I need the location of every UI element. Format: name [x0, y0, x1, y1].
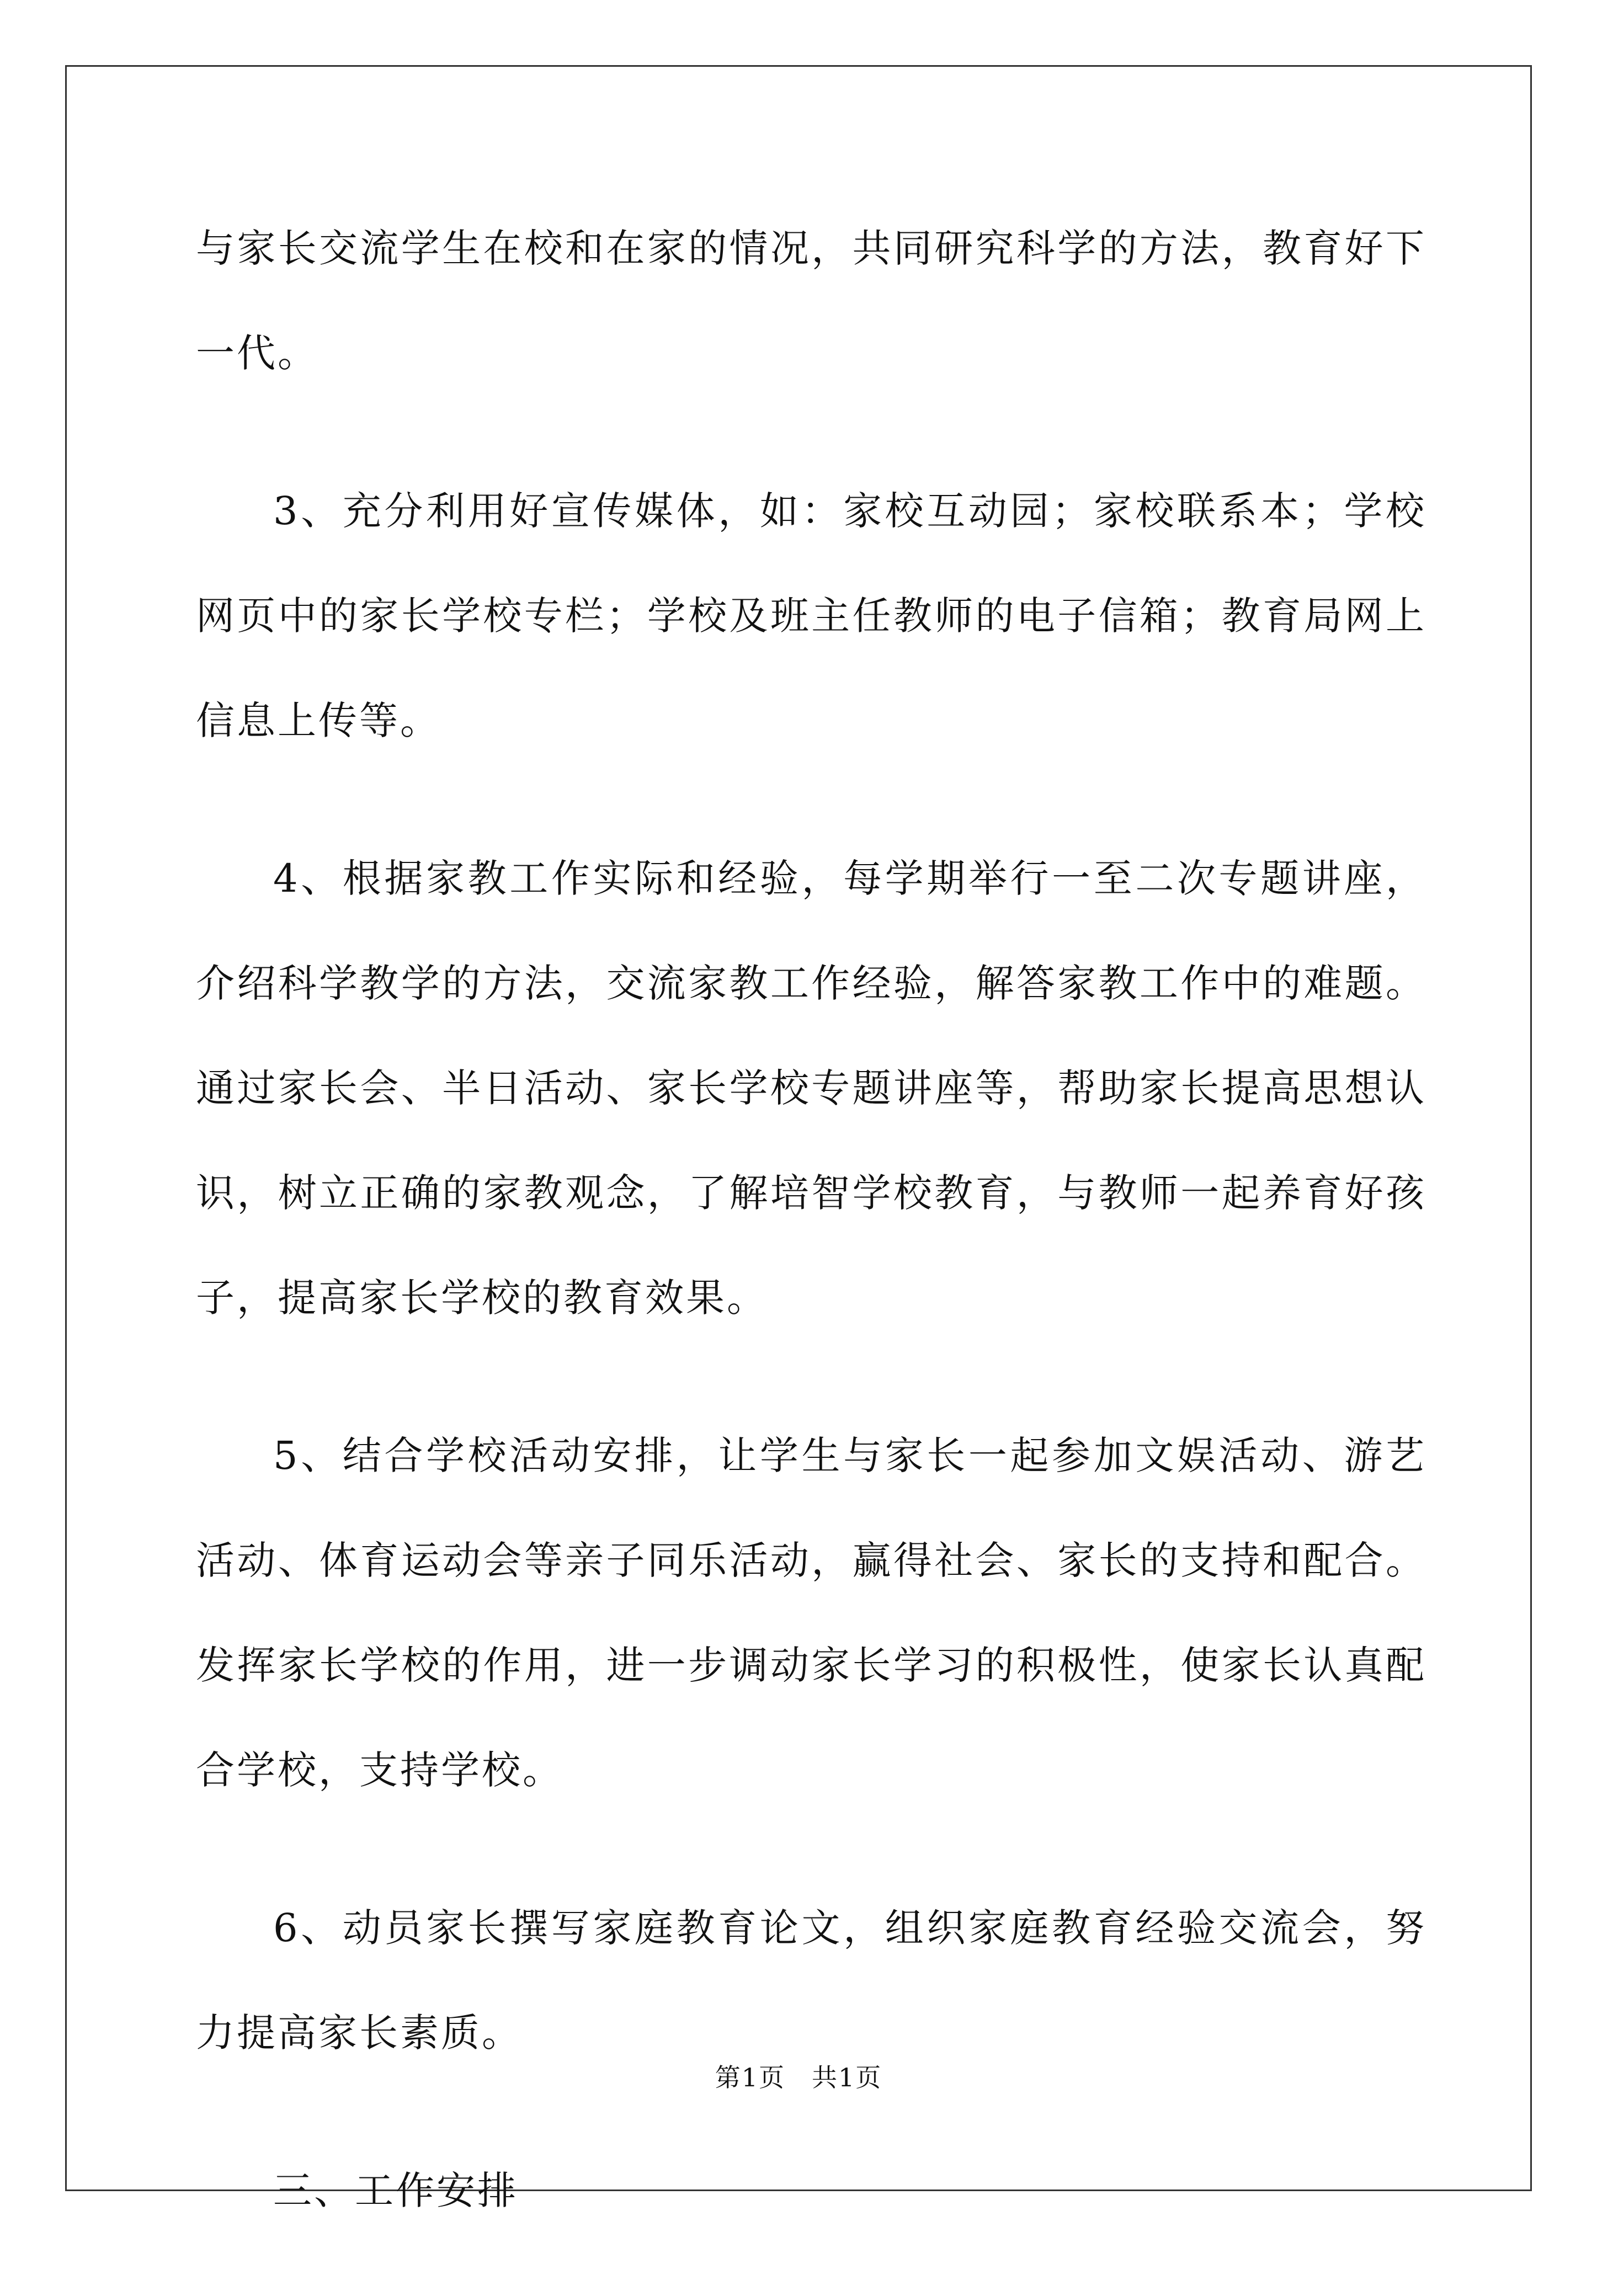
section-heading-work-arrangement: 三、工作安排: [273, 2168, 518, 2213]
paragraph-item-4: 4、根据家教工作实际和经验，每学期举行一至二次专题讲座，介绍科学教学的方法，交流家教工作经验，解答家教工作中的难题。通过家长会、半日活动、家长学校专题讲座等，帮助家长提高思想认识，树立正确的家教观念，了解培智学校教育，与教师一起养育好孩子，提高家长学校的教育效果。: [196, 856, 1426, 1320]
paragraph-item-6: 6、动员家长撰写家庭教育论文，组织家庭教育经验交流会，努力提高家长素质。: [196, 1905, 1426, 2055]
paragraph-item-5: 5、结合学校活动安排，让学生与家长一起参加文娱活动、游艺活动、体育运动会等亲子同乐活动，赢得社会、家长的支持和配合。发挥家长学校的作用，进一步调动家长学习的积极性，使家长认真配合学校，支持学校。: [196, 1433, 1426, 1793]
paragraph-item-3: 3、充分利用好宣传媒体，如：家校互动园；家校联系本；学校网页中的家长学校专栏；学校及班主任教师的电子信箱；教育局网上信息上传等。: [196, 488, 1426, 743]
page-footer: 第1页 共1页: [715, 2063, 882, 2092]
document-body: [196, 196, 1426, 2296]
paragraph-continuation: 与家长交流学生在校和在家的情况，共同研究科学的方法，教育好下一代。: [196, 226, 1426, 376]
